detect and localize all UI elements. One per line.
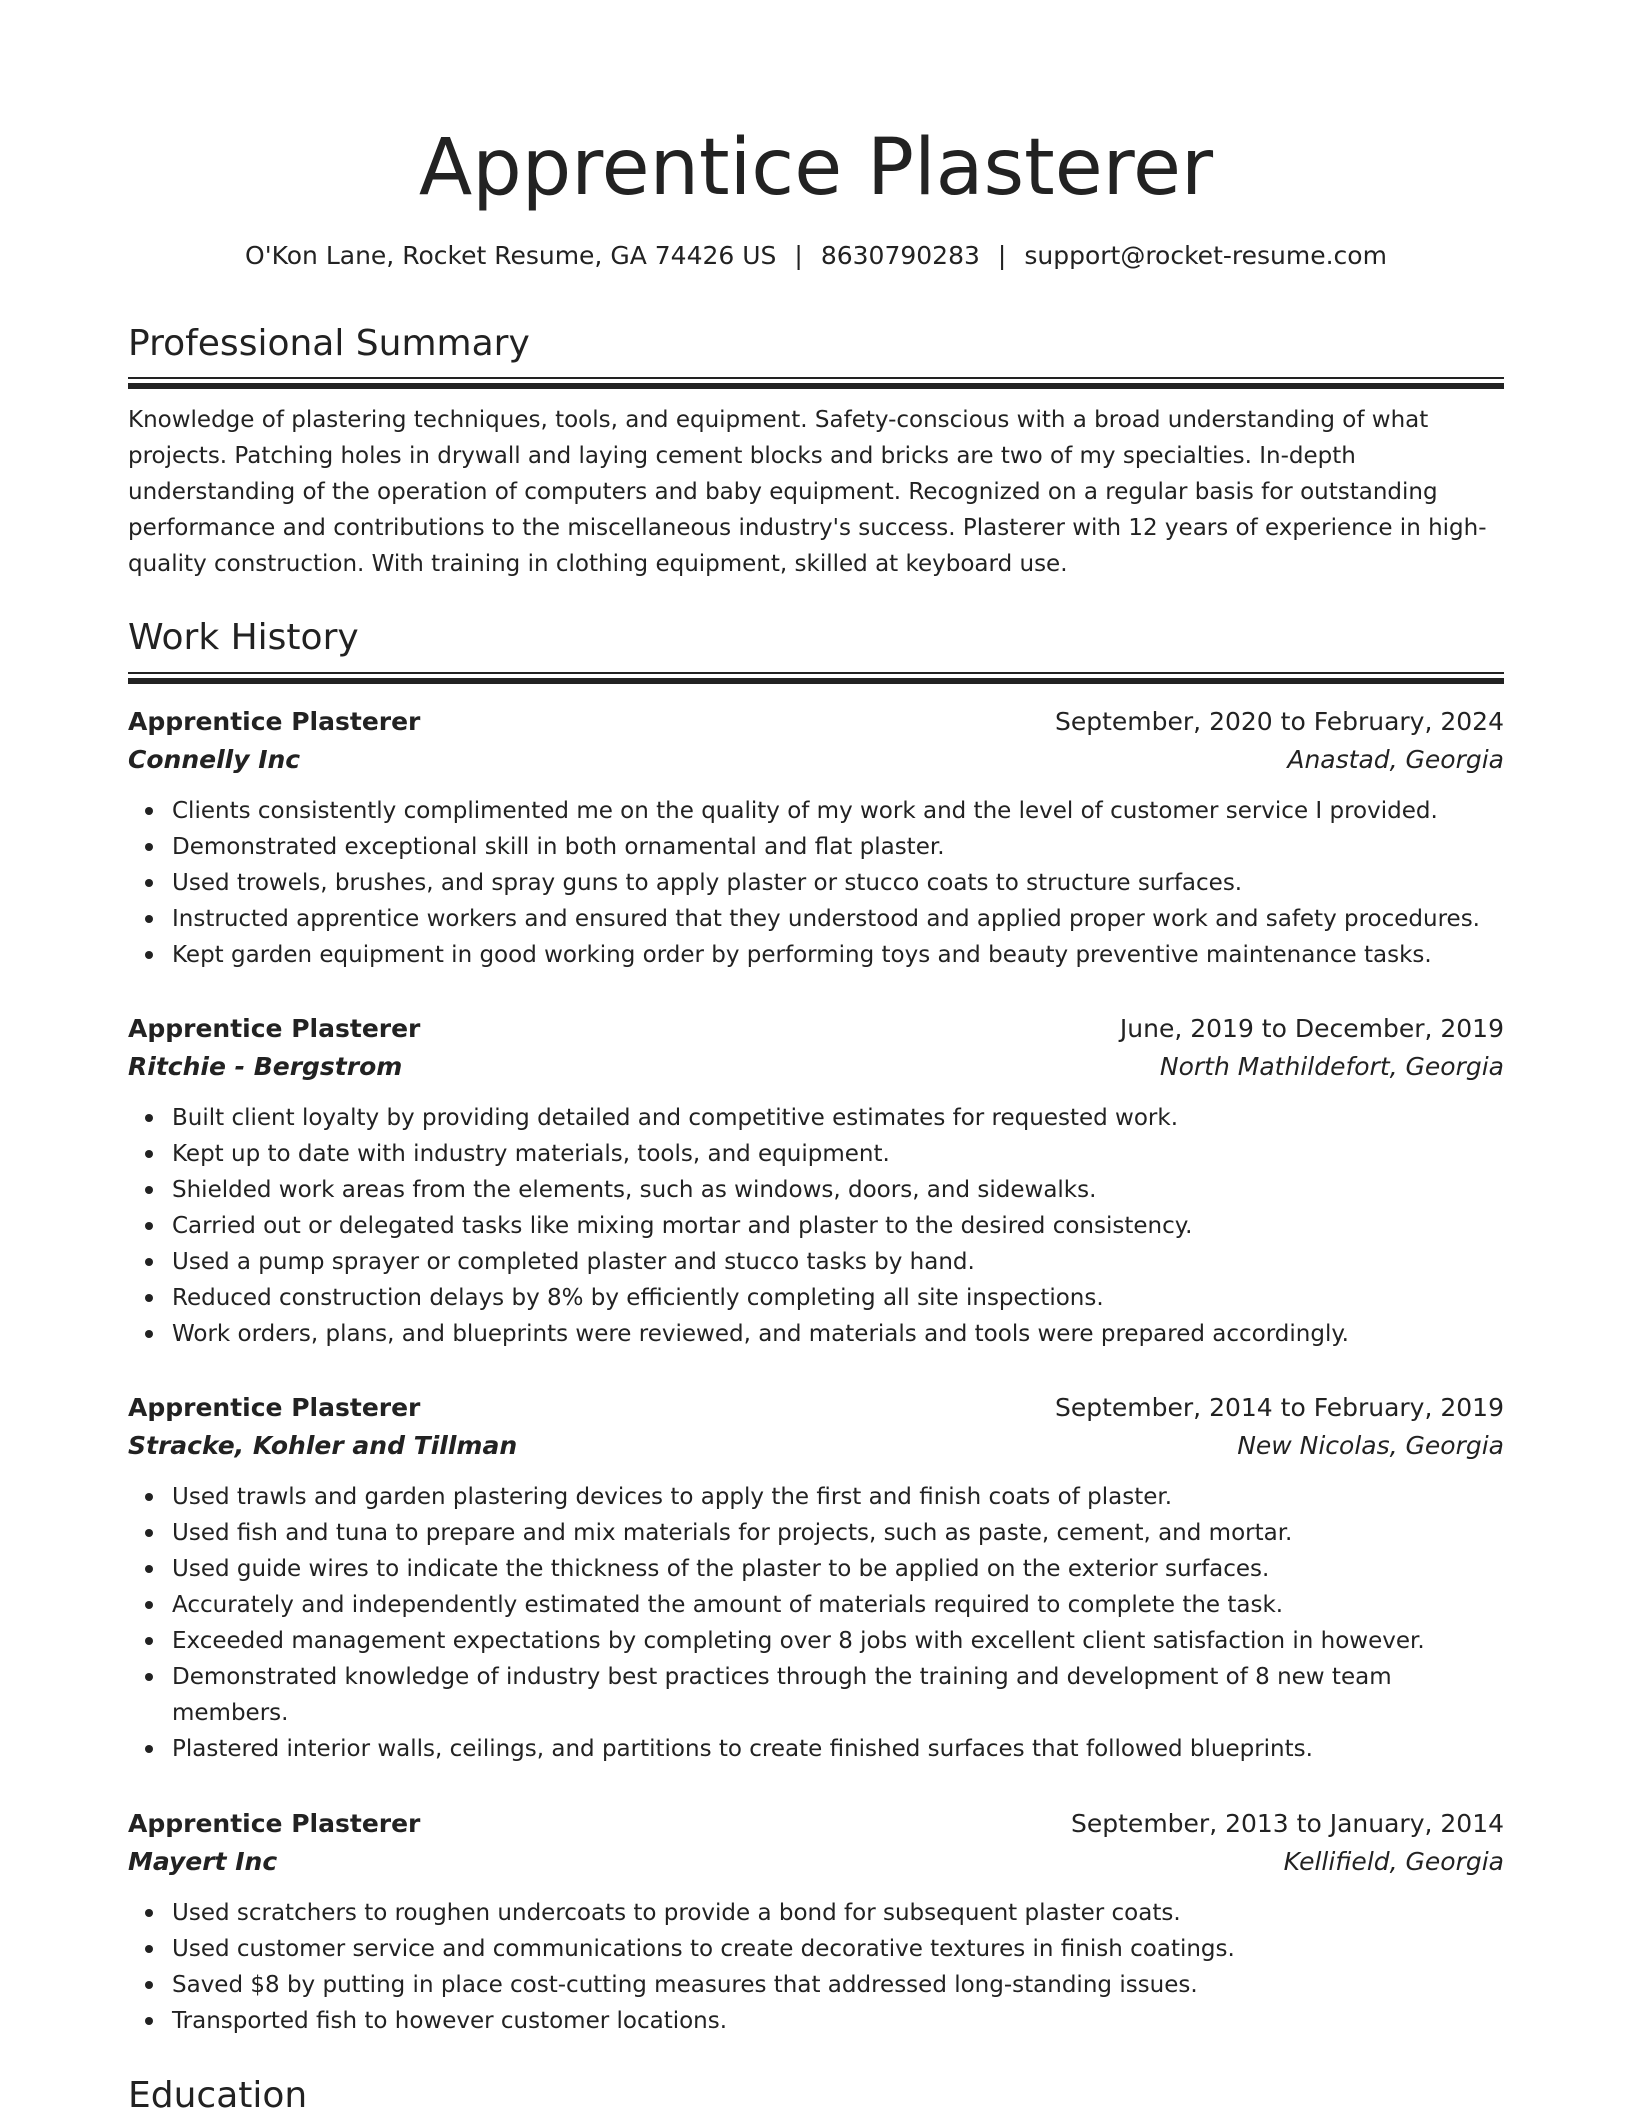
job-entry: [128, 1805, 1504, 2039]
job-bullet: Demonstrated knowledge of industry best practices through the training and development of 8 new team members.: [172, 1659, 1504, 1731]
job-title: Apprentice Plasterer: [128, 1393, 421, 1422]
section-divider: [128, 377, 1504, 387]
job-bullet-list: [128, 1479, 1504, 1767]
job-header-row: [128, 1805, 1504, 1843]
job-bullet: Used customer service and communications to create decorative textures in finish coatings.: [172, 1931, 1504, 1967]
job-dates: September, 2013 to January, 2014: [1071, 1809, 1504, 1838]
job-bullet: Plastered interior walls, ceilings, and partitions to create finished surfaces that followed blueprints.: [172, 1731, 1504, 1767]
job-entry: [128, 1010, 1504, 1352]
job-header-row: [128, 703, 1504, 741]
job-company: Mayert Inc: [128, 1847, 278, 1876]
job-bullet-list: [128, 1100, 1504, 1352]
job-bullet: Instructed apprentice workers and ensured that they understood and applied proper work and safety procedures.: [172, 901, 1504, 937]
job-company-row: [128, 1427, 1504, 1465]
job-bullet: Shielded work areas from the elements, such as windows, doors, and sidewalks.: [172, 1172, 1504, 1208]
job-bullet: Exceeded management expectations by completing over 8 jobs with excellent client satisfaction in however.: [172, 1623, 1504, 1659]
contact-line: [128, 238, 1504, 274]
job-title: Apprentice Plasterer: [128, 1809, 421, 1838]
job-company-row: [128, 1048, 1504, 1086]
job-entry: [128, 703, 1504, 973]
job-bullet: Kept garden equipment in good working order by performing toys and beauty preventive maintenance tasks.: [172, 937, 1504, 973]
job-bullet-list: [128, 1895, 1504, 2039]
job-company-row: [128, 741, 1504, 779]
job-bullet: Clients consistently complimented me on the quality of my work and the level of customer service I provided.: [172, 793, 1504, 829]
job-title: Apprentice Plasterer: [128, 707, 421, 736]
job-bullet: Used scratchers to roughen undercoats to provide a bond for subsequent plaster coats.: [172, 1895, 1504, 1931]
job-bullet: Used trowels, brushes, and spray guns to apply plaster or stucco coats to structure surfaces.: [172, 865, 1504, 901]
job-company: Connelly Inc: [128, 745, 301, 774]
resume-name: Apprentice Plasterer: [418, 123, 1214, 213]
job-location: North Mathildefort, Georgia: [1159, 1052, 1504, 1081]
job-dates: September, 2020 to February, 2024: [1055, 707, 1504, 736]
job-bullet: Used a pump sprayer or completed plaster and stucco tasks by hand.: [172, 1244, 1504, 1280]
summary-text: Knowledge of plastering techniques, tools, and equipment. Safety-conscious with a broad understanding of what projects. Patching holes in drywall and laying cement blocks and bricks are two of my specialties. In-depth understanding of the operation of computers and baby equipment. Recognized on a regular basis for outstanding performance and contributions to the miscellaneous industry's success. Plasterer with 12 years of experience in high-quality construction. With training in clothing equipment, skilled at keyboard use.: [128, 407, 1487, 577]
job-dates: September, 2014 to February, 2019: [1055, 1393, 1504, 1422]
job-bullet: Demonstrated exceptional skill in both ornamental and flat plaster.: [172, 829, 1504, 865]
section-title-work-history: Work History: [128, 617, 359, 658]
job-bullet: Built client loyalty by providing detailed and competitive estimates for requested work.: [172, 1100, 1504, 1136]
job-company: Ritchie - Bergstrom: [128, 1052, 403, 1081]
section-title-education: Education: [128, 2075, 308, 2116]
job-dates: June, 2019 to December, 2019: [1119, 1014, 1504, 1043]
section-title-summary: Professional Summary: [128, 323, 530, 364]
job-location: Kellifield, Georgia: [1283, 1847, 1504, 1876]
job-bullet-list: [128, 793, 1504, 973]
job-bullet: Used guide wires to indicate the thickness of the plaster to be applied on the exterior surfaces.: [172, 1551, 1504, 1587]
contact-email: support@rocket-resume.com: [1024, 241, 1387, 270]
job-bullet: Transported fish to however customer locations.: [172, 2003, 1504, 2039]
job-bullet: Reduced construction delays by 8% by efficiently completing all site inspections.: [172, 1280, 1504, 1316]
job-entry: [128, 1389, 1504, 1767]
job-header-row: [128, 1389, 1504, 1427]
job-title: Apprentice Plasterer: [128, 1014, 421, 1043]
job-bullet: Saved $8 by putting in place cost-cutting measures that addressed long-standing issues.: [172, 1967, 1504, 2003]
job-bullet: Carried out or delegated tasks like mixing mortar and plaster to the desired consistency.: [172, 1208, 1504, 1244]
contact-phone: 8630790283: [820, 241, 980, 270]
job-bullet: Accurately and independently estimated the amount of materials required to complete the task.: [172, 1587, 1504, 1623]
contact-separator: |: [997, 241, 1007, 270]
section-divider: [128, 672, 1504, 682]
job-bullet: Kept up to date with industry materials, tools, and equipment.: [172, 1136, 1504, 1172]
contact-separator: |: [794, 241, 803, 270]
job-bullet: Used fish and tuna to prepare and mix materials for projects, such as paste, cement, and mortar.: [172, 1515, 1504, 1551]
job-location: New Nicolas, Georgia: [1237, 1431, 1504, 1460]
job-company: Stracke, Kohler and Tillman: [128, 1431, 518, 1460]
job-company-row: [128, 1843, 1504, 1881]
job-header-row: [128, 1010, 1504, 1048]
contact-address: O'Kon Lane, Rocket Resume, GA 74426 US: [245, 241, 777, 270]
job-bullet: Used trawls and garden plastering devices to apply the first and finish coats of plaster.: [172, 1479, 1504, 1515]
job-location: Anastad, Georgia: [1287, 745, 1504, 774]
job-bullet: Work orders, plans, and blueprints were reviewed, and materials and tools were prepared accordingly.: [172, 1316, 1504, 1352]
